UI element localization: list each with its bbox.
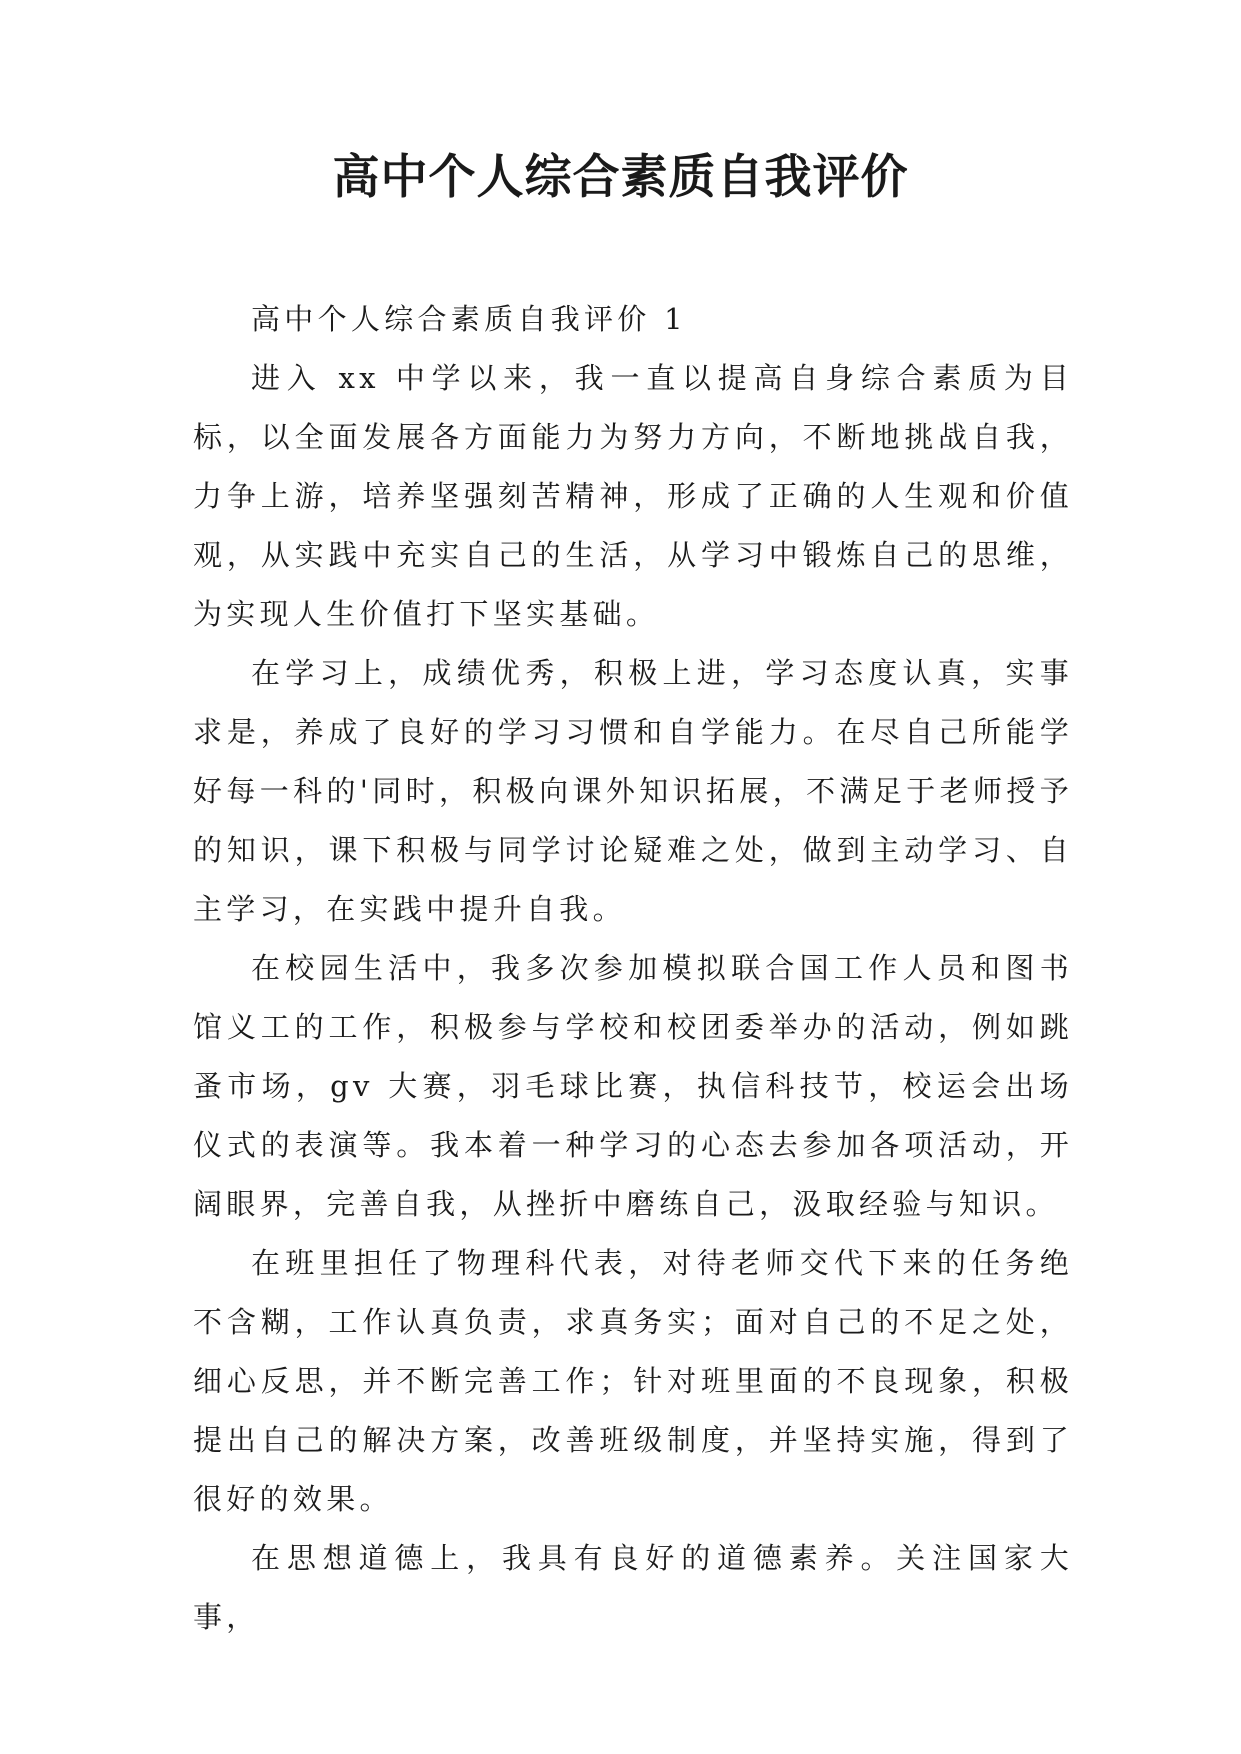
study-paragraph: 在学习上，成绩优秀，积极上进，学习态度认真，实事求是，养成了良好的学习习惯和自学能力。在尽自己所能学好每一科的'同时，积极向课外知识拓展，不满足于老师授予的知识，课下积极与同学讨论疑难之处，做到主动学习、自主学习，在实践中提升自我。: [193, 656, 1073, 926]
morality-paragraph: 在思想道德上，我具有良好的道德素养。关注国家大事，: [193, 1541, 1073, 1634]
class-duty-paragraph: 在班里担任了物理科代表，对待老师交代下来的任务绝不含糊，工作认真负责，求真务实；面对自己的不足之处，细心反思，并不断完善工作；针对班里面的不良现象，积极提出自己的解决方案，改善班级制度，并坚持实施，得到了很好的效果。: [193, 1246, 1073, 1516]
subheading-paragraph: 高中个人综合素质自我评价 1: [251, 302, 687, 336]
document-title: 高中个人综合素质自我评价: [332, 150, 909, 205]
document-body: [193, 290, 1073, 1647]
campus-life-paragraph: 在校园生活中，我多次参加模拟联合国工作人员和图书馆义工的工作，积极参与学校和校团委举办的活动，例如跳蚤市场，gv 大赛，羽毛球比赛，执信科技节，校运会出场仪式的表演等。我本着一种学习的心态去参加各项活动，开阔眼界，完善自我，从挫折中磨练自己，汲取经验与知识。: [193, 951, 1073, 1221]
intro-paragraph: 进入 xx 中学以来，我一直以提高自身综合素质为目标，以全面发展各方面能力为努力方向，不断地挑战自我，力争上游，培养坚强刻苦精神，形成了正确的人生观和价值观，从实践中充实自己的生活，从学习中锻炼自己的思维，为实现人生价值打下坚实基础。: [193, 361, 1073, 631]
